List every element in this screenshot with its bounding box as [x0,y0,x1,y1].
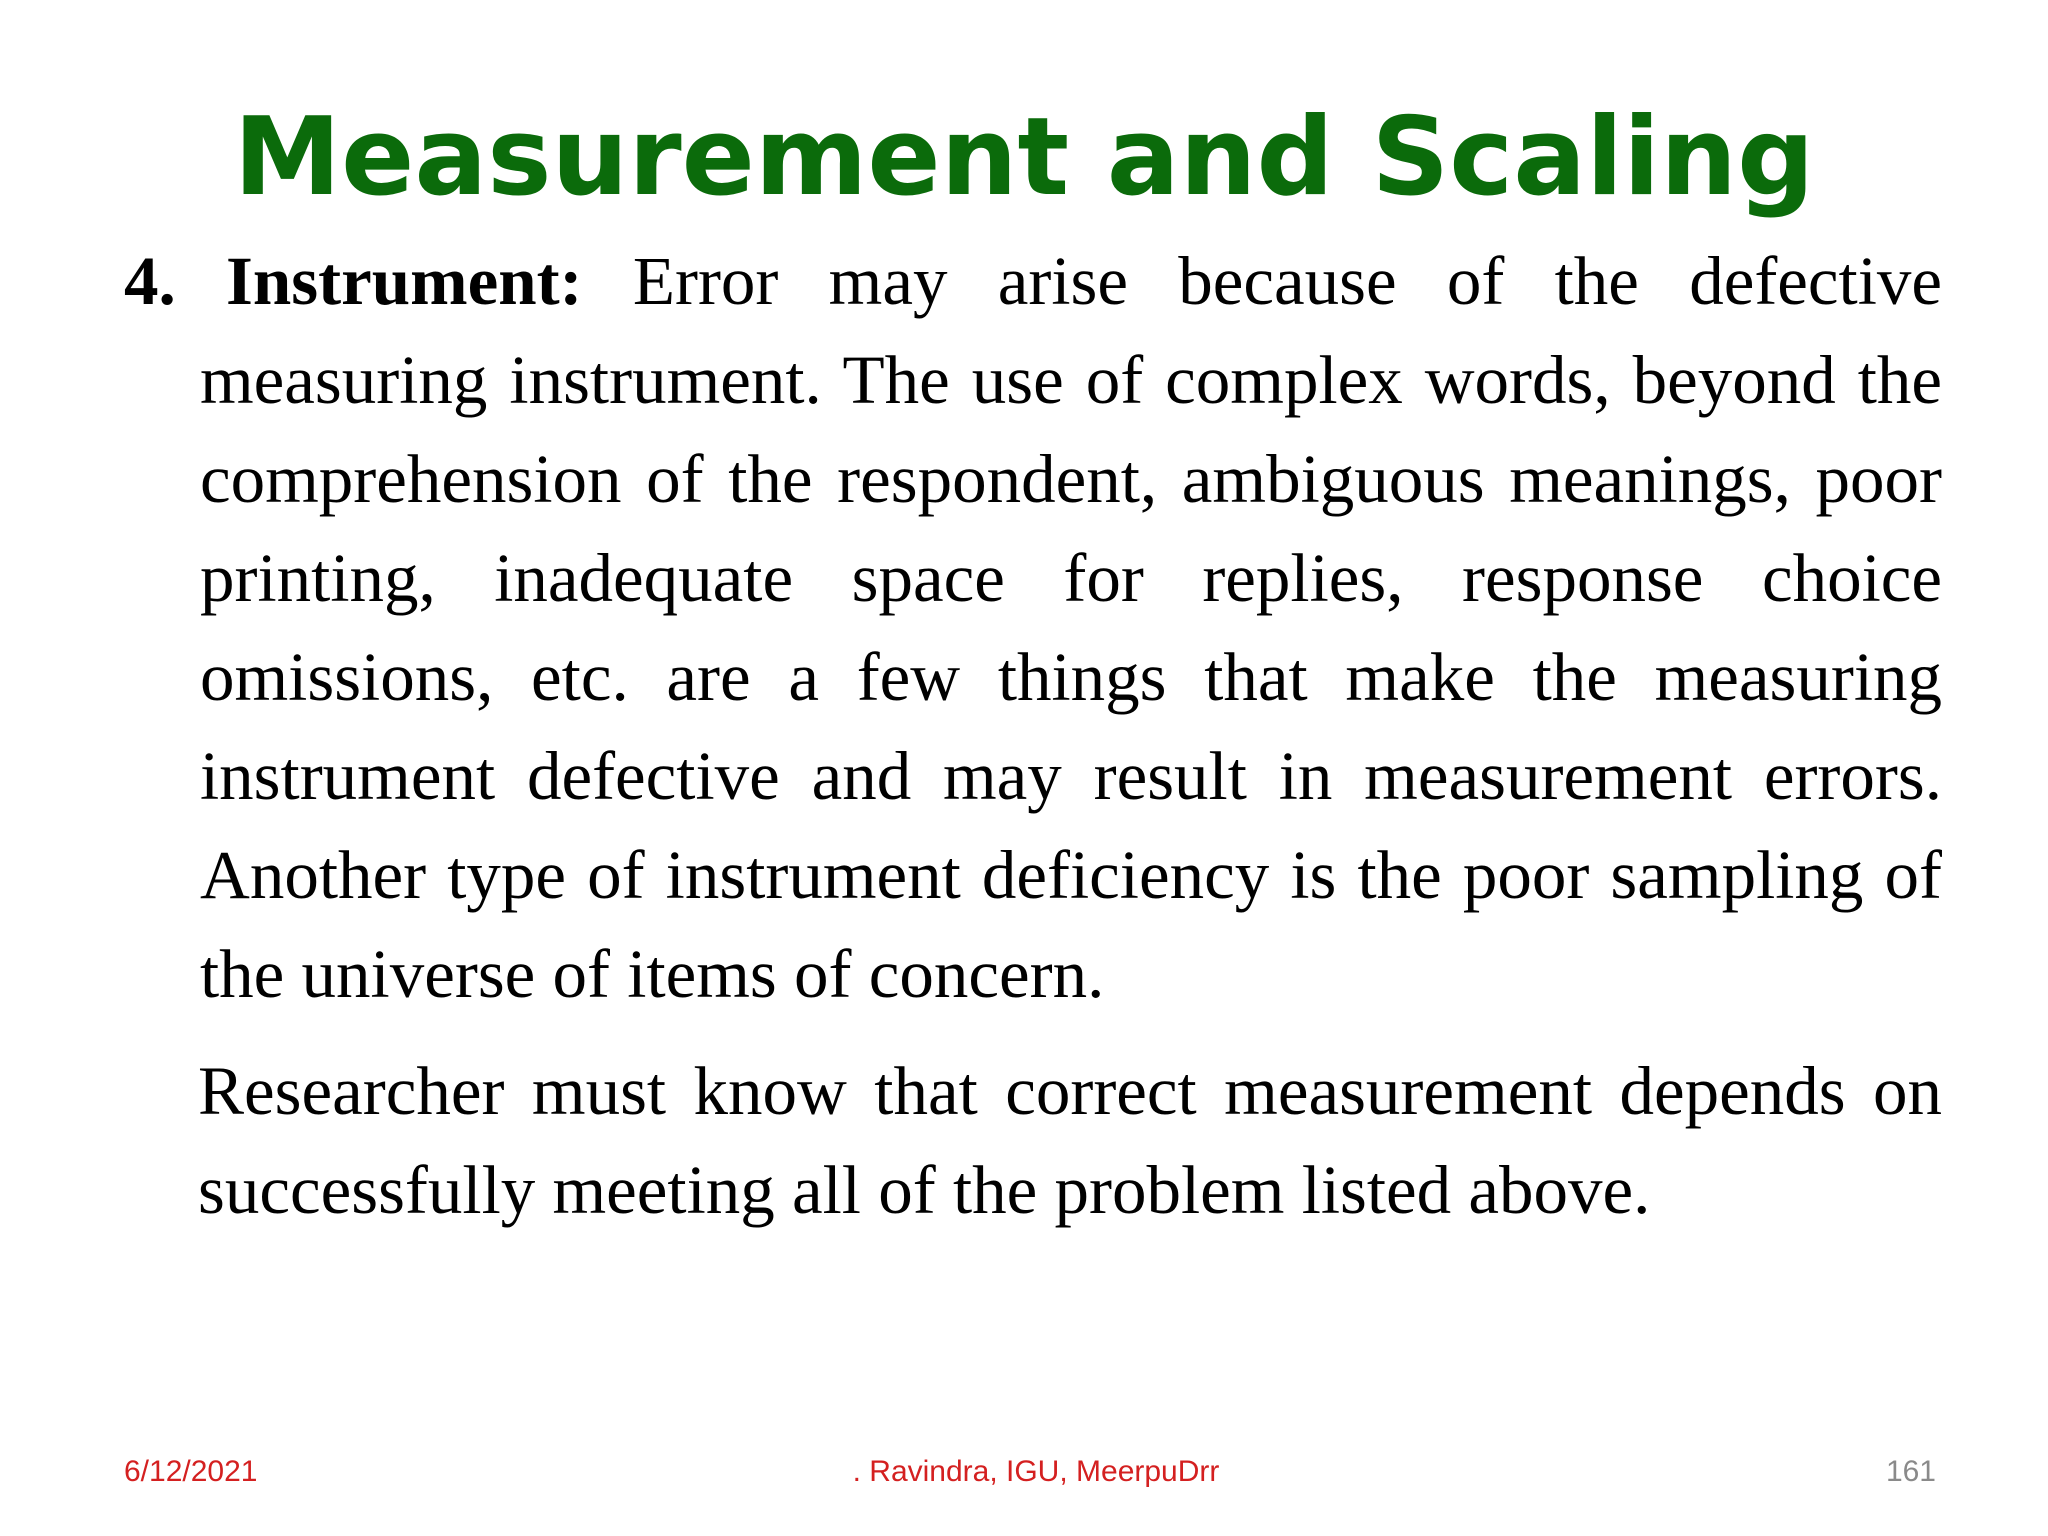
point-instrument [124,232,1942,1024]
slide-body [124,232,1942,1240]
point-text: Error may arise because of the defective measuring instrument. The use of complex words, beyond the comprehension of the respondent, ambiguous meanings, poor printing, inadequate space for replies, response choice omissions, etc. are a few things that make the measuring instrument defective and may result in measurement errors. Another type of instrument deficiency is the poor sampling of the universe of items of concern. [200,243,1943,1012]
conclusion-paragraph: Researcher must know that correct measurement depends on successfully meeting all of the problem listed above. [198,1053,1942,1228]
footer-date: 6/12/2021 [124,1455,258,1488]
slide-title: Measurement and Scaling [233,95,1815,220]
footer-author: . Ravindra, IGU, MeerpuDrr [852,1455,1220,1488]
point-heading: Instrument: [226,243,583,319]
point-number: 4. [124,243,176,319]
slide-number: 161 [1885,1455,1936,1488]
